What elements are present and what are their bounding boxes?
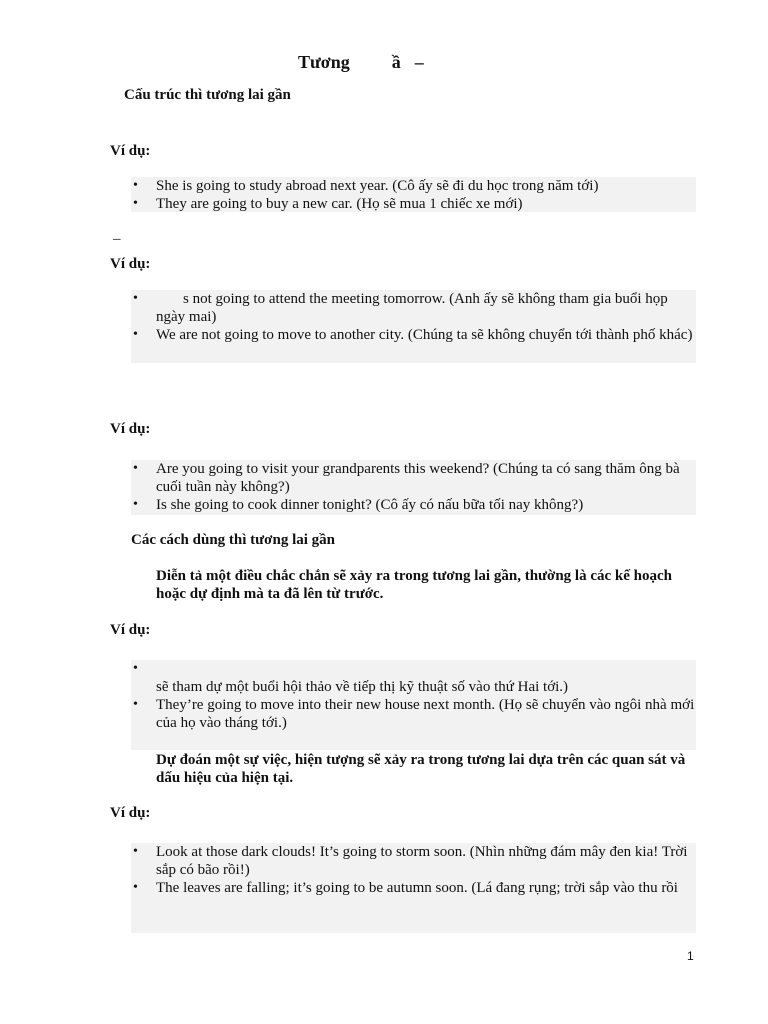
example-label-usage-2: Ví dụ:: [110, 805, 151, 821]
negative-dash: –: [113, 231, 121, 247]
usage-2-example-box: [131, 843, 696, 933]
affirmative-example-box: [131, 177, 696, 212]
list-item: • She is going to study abroad next year. (Cô ấy sẽ đi du học trong năm tới): [131, 177, 696, 195]
list-item: [131, 290, 696, 326]
example-label-usage-1: Ví dụ:: [110, 622, 151, 638]
usage-1-example-box: [131, 660, 696, 750]
page-number: 1: [687, 949, 694, 963]
list-item: • They’re going to move into their new house next month. (Họ sẽ chuyển vào ngôi nhà mới của họ vào tháng tới.): [131, 696, 696, 732]
example-label-negative: Ví dụ:: [110, 256, 151, 272]
list-item: • Are you going to visit your grandparents this weekend? (Chúng ta có sang thăm ông bà cuối tuần này không?): [131, 460, 696, 496]
list-item: • Look at those dark clouds! It’s going to storm soon. (Nhìn những đám mây đen kia! Trời sắp có bão rồi!): [131, 843, 696, 879]
example-label-affirmative: Ví dụ:: [110, 143, 151, 159]
title-part-3: –: [414, 52, 424, 72]
list-item-text: s not going to attend the meeting tomorrow. (Anh ấy sẽ không tham gia buổi họp ngày mai): [156, 291, 668, 325]
structure-heading: Cấu trúc thì tương lai gần: [124, 87, 291, 103]
question-example-box: [131, 460, 696, 515]
example-label-question: Ví dụ:: [110, 421, 151, 437]
list-item: • The leaves are falling; it’s going to be autumn soon. (Lá đang rụng; trời sắp vào thu rồi: [131, 879, 696, 897]
usage-1-description: Diễn tả một điều chắc chắn sẽ xảy ra trong tương lai gần, thường là các kế hoạch hoặc dự định mà ta đã lên từ trước.: [156, 568, 673, 602]
list-item: [131, 660, 696, 678]
list-item: • We are not going to move to another city. (Chúng ta sẽ không chuyển tới thành phố khác): [131, 326, 696, 344]
list-item: sẽ tham dự một buổi hội thảo về tiếp thị kỹ thuật số vào thứ Hai tới.): [156, 679, 569, 695]
usage-heading: Các cách dùng thì tương lai gần: [131, 532, 336, 548]
title-part-2: ầ: [391, 52, 401, 72]
usage-2-description: Dự đoán một sự việc, hiện tượng sẽ xảy ra trong tương lai dựa trên các quan sát và dấu hiệu của hiện tại.: [156, 752, 686, 786]
page-title: [298, 52, 424, 73]
negative-example-box: [131, 290, 696, 363]
title-part-1: Tương: [298, 52, 350, 72]
list-item: • Is she going to cook dinner tonight? (Cô ấy có nấu bữa tối nay không?): [131, 496, 696, 514]
list-item: • They are going to buy a new car. (Họ sẽ mua 1 chiếc xe mới): [131, 195, 696, 213]
